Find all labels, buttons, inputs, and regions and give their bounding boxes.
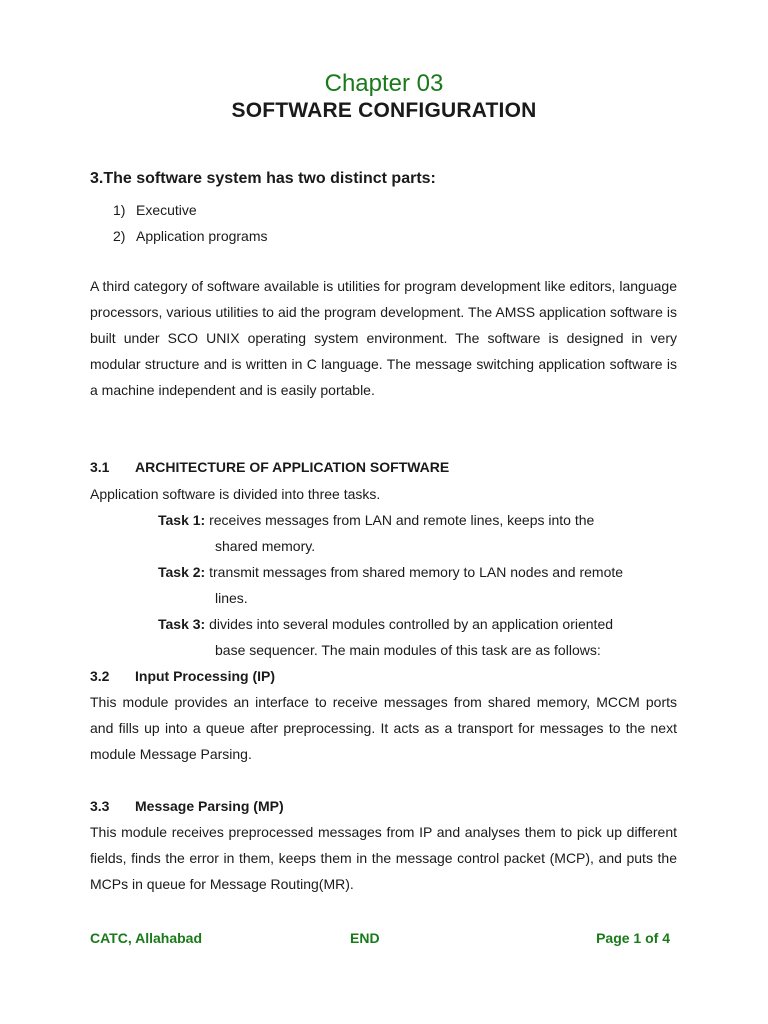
footer-page-number: Page 1 of 4 — [596, 930, 670, 946]
task-text-continued: lines. — [215, 590, 248, 606]
task-item — [158, 507, 677, 559]
section-title: ARCHITECTURE OF APPLICATION SOFTWARE — [135, 459, 450, 475]
page-title: SOFTWARE CONFIGURATION — [231, 99, 537, 122]
section-title: Message Parsing (MP) — [135, 798, 284, 814]
section-3-2-paragraph: This module provides an interface to receive messages from shared memory, MCCM ports and fills up into a queue after preprocessing. It acts as a transport for messages to the next module Message Parsing. — [90, 694, 677, 762]
task-text-continued: base sequencer. The main modules of this task are as follows: — [215, 642, 601, 658]
list-item — [113, 197, 268, 223]
section-3-heading: 3.The software system has two distinct parts: — [90, 170, 436, 187]
section-number: 3.1 — [90, 459, 110, 475]
section-3-1-intro: Application software is divided into three tasks. — [90, 486, 381, 502]
list-item-label: Executive — [136, 202, 197, 218]
section-number: 3.3 — [90, 798, 110, 814]
task-text: receives messages from LAN and remote lines, keeps into the — [209, 512, 595, 528]
list-item-number: 1) — [113, 202, 126, 218]
task-item — [158, 559, 677, 611]
list-item-label: Application programs — [136, 228, 268, 244]
task-text: transmit messages from shared memory to LAN nodes and remote — [209, 564, 624, 580]
list-item-number: 2) — [113, 228, 126, 244]
task-label: Task 1: — [158, 512, 206, 528]
task-text-continued: shared memory. — [215, 538, 316, 554]
section-3-1-heading — [90, 459, 449, 475]
footer-organization: CATC, Allahabad — [90, 930, 203, 946]
section-3-3-paragraph: This module receives preprocessed messages from IP and analyses them to pick up different fields, finds the error in them, keeps them in the message control packet (MCP), and puts the MCPs in queue for Message Routing(MR). — [90, 824, 677, 892]
task-item — [158, 611, 677, 663]
section-3-paragraph: A third category of software available is utilities for program development like editors, language processors, various utilities to aid the program development. The AMSS application software is built under SCO UNIX operating system environment. The software is designed in very modular structure and is written in C language. The message switching application software is a machine independent and is easily portable. — [90, 278, 677, 398]
task-label: Task 3: — [158, 616, 206, 632]
footer-end-label: END — [350, 930, 380, 946]
page-footer — [90, 930, 670, 950]
task-text: divides into several modules controlled by an application oriented — [209, 616, 614, 632]
section-3-3-heading — [90, 798, 284, 814]
task-label: Task 2: — [158, 564, 206, 580]
section-number: 3.2 — [90, 668, 110, 684]
section-3-2-heading — [90, 668, 275, 684]
parts-list — [113, 197, 268, 249]
list-item — [113, 223, 268, 249]
section-title: Input Processing (IP) — [135, 668, 276, 684]
chapter-label: Chapter 03 — [324, 70, 444, 97]
